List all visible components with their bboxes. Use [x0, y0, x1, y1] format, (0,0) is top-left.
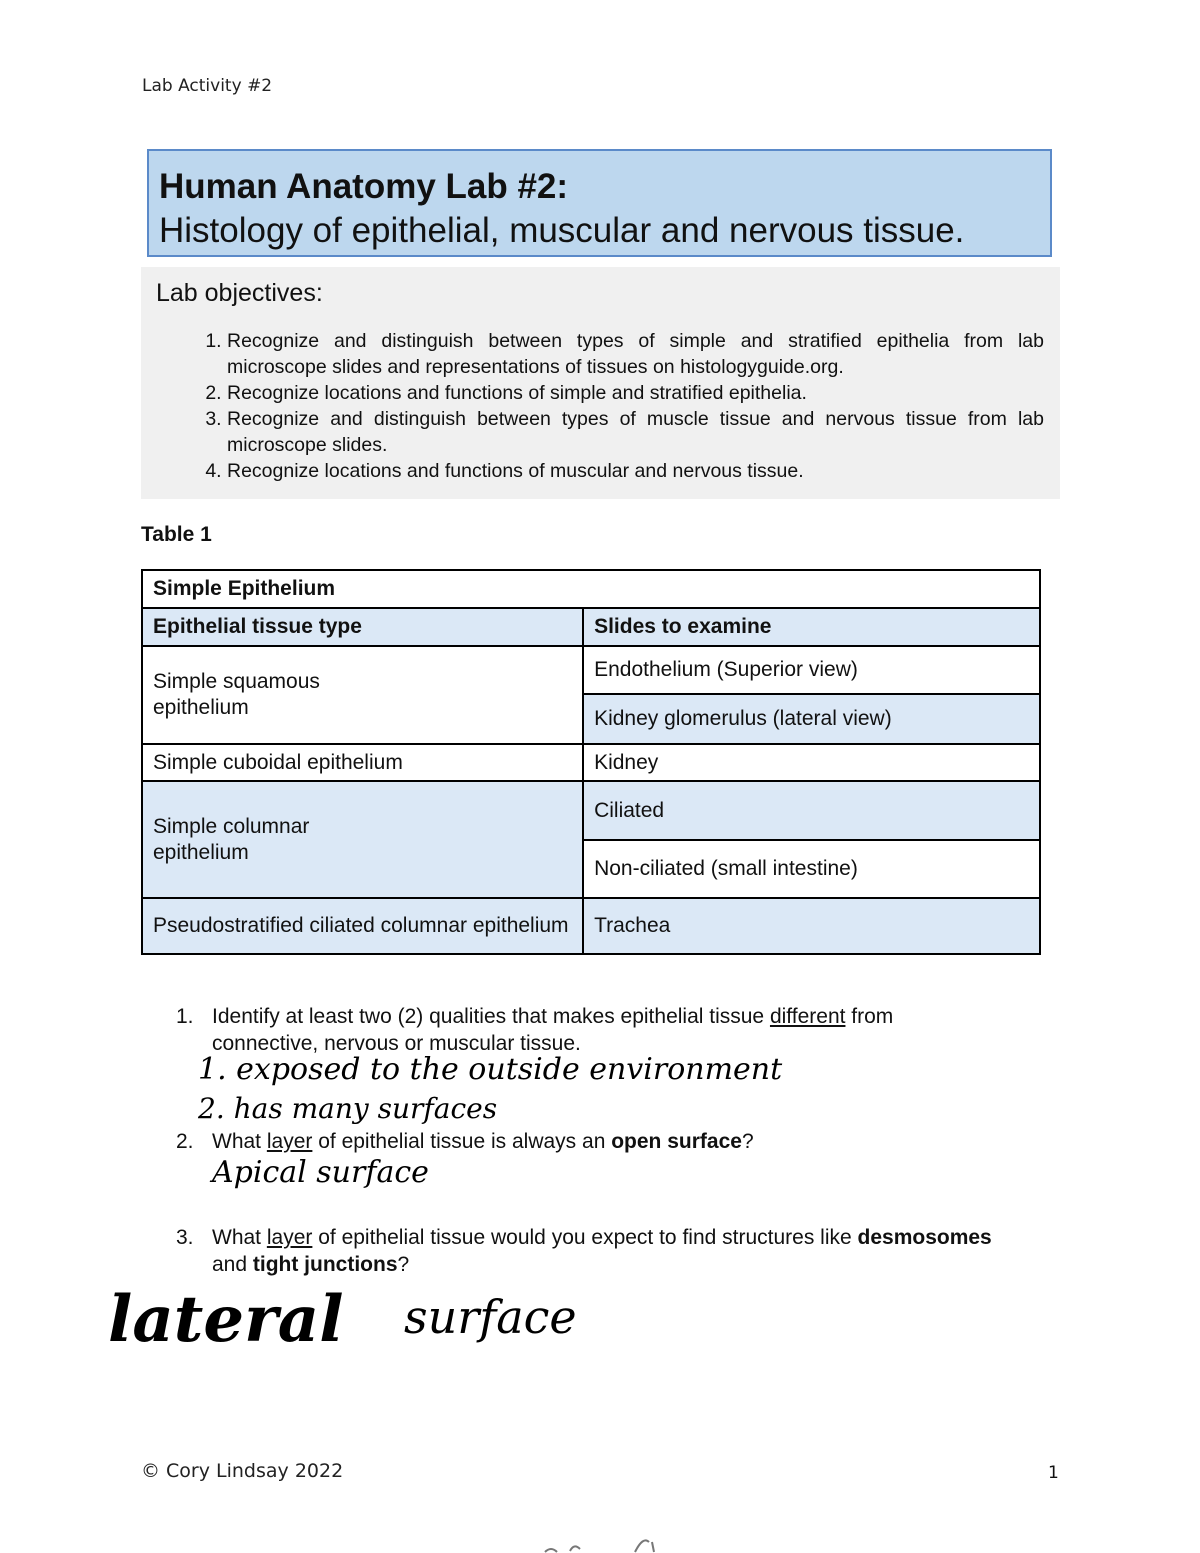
- objective-item: 4. Recognize locations and functions of muscular and nervous tissue.: [227, 458, 1044, 484]
- cell-tissue-type: Simple squamous epithelium: [142, 646, 583, 744]
- objective-item: 2. Recognize locations and functions of simple and stratified epithelia.: [227, 380, 1044, 406]
- objectives-panel: [141, 267, 1060, 499]
- cell-slide: Non-ciliated (small intestine): [583, 840, 1040, 898]
- title-line-2: Histology of epithelial, muscular and nervous tissue.: [159, 211, 965, 250]
- objective-item: 1. Recognize and distinguish between types of simple and stratified epithelia from lab microscope slides and representations of tissues on histologyguide.org.: [227, 328, 1044, 380]
- col-header-tissue-type: Epithelial tissue type: [142, 608, 583, 646]
- table-section-header: Simple Epithelium: [142, 570, 1040, 608]
- cell-tissue-type: Simple columnar epithelium: [142, 781, 583, 898]
- title-banner: [147, 149, 1052, 257]
- table-label: Table 1: [141, 523, 212, 546]
- cell-slide: Trachea: [583, 898, 1040, 954]
- handwritten-answer-2: Apical surface: [212, 1155, 429, 1190]
- page-number: 1: [1048, 1463, 1059, 1483]
- cell-tissue-type: Pseudostratified ciliated columnar epithelium: [142, 898, 583, 954]
- stray-pen-mark: [540, 1538, 670, 1553]
- cell-slide: Kidney glomerulus (lateral view): [583, 694, 1040, 744]
- cell-slide: Ciliated: [583, 781, 1040, 840]
- cell-slide: Kidney: [583, 744, 1040, 781]
- handwritten-answer-3-word-2: surface: [404, 1290, 577, 1344]
- cell-slide: Endothelium (Superior view): [583, 646, 1040, 694]
- header-note: Lab Activity #2: [142, 76, 273, 96]
- handwritten-answer-1-line-2: 2. has many surfaces: [198, 1092, 498, 1125]
- col-header-slides: Slides to examine: [583, 608, 1040, 646]
- cell-tissue-type: Simple cuboidal epithelium: [142, 744, 583, 781]
- title-line-1: Human Anatomy Lab #2:: [159, 167, 569, 206]
- handwritten-answer-1-line-1: 1. exposed to the outside environment: [198, 1052, 783, 1087]
- epithelium-table: [141, 569, 1041, 955]
- objective-item: 3. Recognize and distinguish between types of muscle tissue and nervous tissue from lab microscope slides.: [227, 406, 1044, 458]
- handwritten-answer-3-word-1: lateral: [108, 1282, 344, 1357]
- footer-copyright: © Cory Lindsay 2022: [141, 1460, 344, 1482]
- objectives-list: [156, 328, 1044, 484]
- objectives-heading: Lab objectives:: [156, 279, 323, 307]
